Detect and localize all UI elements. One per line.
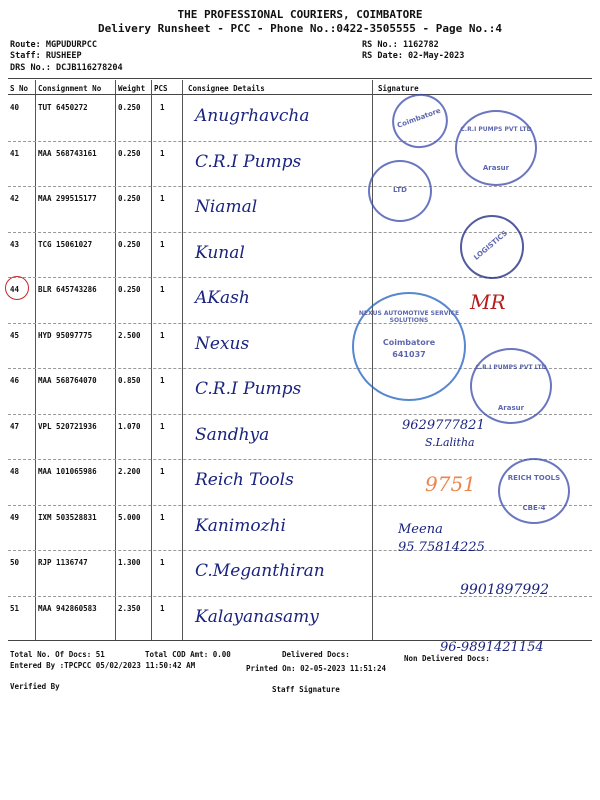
signature-48: 9751 bbox=[425, 472, 476, 496]
row-sno: 50 bbox=[10, 558, 20, 567]
stamp-text: C.R.I PUMPS PVT LTD bbox=[460, 126, 532, 133]
row-consignee-name: C.Meganthiran bbox=[195, 561, 325, 581]
row-consignment-no: HYD 95097775 bbox=[38, 330, 93, 340]
signature-51: 96-9891421154 bbox=[440, 640, 544, 655]
stamp-text: LTD bbox=[393, 186, 407, 194]
row-consignee-name: C.R.I Pumps bbox=[195, 151, 302, 172]
signature-49-phone: 95 75814225 bbox=[398, 540, 485, 555]
header-bottom-rule bbox=[8, 94, 592, 95]
row-consignment-no: MAA 101065986 bbox=[38, 467, 97, 476]
stamp-coimbatore bbox=[384, 86, 455, 156]
stamp-text: Arasur bbox=[497, 404, 525, 412]
stamp-text: NEXUS AUTOMOTIVE SERVICE SOLUTIONS bbox=[358, 310, 460, 324]
row-sno: 44 bbox=[10, 285, 20, 294]
stamp-cri-pumps bbox=[455, 110, 537, 186]
stamp-nexus bbox=[352, 292, 466, 401]
row-44-circle-mark bbox=[5, 276, 29, 300]
rs-number: RS No.: 1162782 bbox=[362, 40, 439, 50]
rs-date: RS Date: 02-May-2023 bbox=[362, 51, 465, 61]
signature-44: MR bbox=[470, 290, 506, 314]
row-weight: 0.250 bbox=[118, 239, 141, 249]
row-pcs: 1 bbox=[160, 148, 165, 158]
row-sno: 41 bbox=[10, 148, 20, 158]
row-consignment-no: MAA 568764070 bbox=[38, 376, 97, 385]
row-consignee-name: Reich Tools bbox=[195, 470, 294, 490]
stamp-text: Coimbatore bbox=[382, 338, 436, 347]
row-pcs: 1 bbox=[160, 512, 165, 522]
delivered-docs: Delivered Docs: bbox=[282, 650, 350, 659]
entered-by: Entered By :TPCPCC 05/02/2023 11:50:42 AM bbox=[10, 661, 196, 670]
row-consignee-name: Kanimozhi bbox=[195, 515, 286, 536]
row-divider bbox=[8, 277, 592, 278]
row-sno: 49 bbox=[10, 512, 20, 522]
row-consignee-name: Anugrhavcha bbox=[195, 106, 310, 126]
row-pcs: 1 bbox=[160, 330, 165, 340]
verified-by: Verified By bbox=[10, 682, 60, 691]
stamp-text: Coimbatore bbox=[396, 106, 442, 130]
row-consignee-name: Niamal bbox=[195, 197, 258, 217]
drs-number: DRS No.: DCJB116278204 bbox=[10, 63, 123, 73]
row-consignment-no: MAA 942860583 bbox=[38, 603, 97, 613]
stamp-limited bbox=[368, 160, 432, 222]
row-sno: 43 bbox=[10, 239, 20, 249]
row-consignee-name: Kunal bbox=[195, 242, 245, 263]
staff: Staff: RUSHEEP bbox=[10, 51, 82, 61]
row-sno: 48 bbox=[10, 467, 20, 476]
row-consignment-no: RJP 1136747 bbox=[38, 558, 88, 567]
row-weight: 2.500 bbox=[118, 330, 141, 340]
col-divider bbox=[151, 80, 152, 640]
row-pcs: 1 bbox=[160, 603, 165, 613]
row-weight: 5.000 bbox=[118, 512, 141, 522]
non-delivered-docs: Non Delivered Docs: bbox=[404, 654, 490, 663]
signature-49-name: Meena bbox=[398, 522, 443, 537]
stamp-text: C.R.I PUMPS PVT LTD bbox=[475, 364, 547, 371]
row-consignment-no: IXM 503528831 bbox=[38, 512, 97, 522]
header-top-rule bbox=[8, 78, 592, 79]
col-divider bbox=[115, 80, 116, 640]
row-weight: 2.350 bbox=[118, 603, 141, 613]
col-consignment: Consignment No bbox=[38, 84, 102, 93]
row-consignment-no: VPL 520721936 bbox=[38, 421, 97, 431]
row-pcs: 1 bbox=[160, 103, 165, 112]
route: Route: MGPUDURPCC bbox=[10, 40, 97, 50]
row-consignee-name: Sandhya bbox=[195, 424, 270, 445]
row-consignment-no: BLR 645743286 bbox=[38, 285, 97, 294]
stamp-logistics bbox=[447, 202, 537, 292]
row-divider bbox=[8, 323, 592, 324]
stamp-cri-pumps-2 bbox=[470, 348, 552, 424]
row-divider bbox=[8, 550, 592, 551]
row-weight: 2.200 bbox=[118, 467, 141, 476]
row-consignment-no: MAA 568743161 bbox=[38, 148, 97, 158]
row-pcs: 1 bbox=[160, 376, 165, 385]
printed-on: Printed On: 02-05-2023 11:51:24 bbox=[246, 664, 386, 673]
table-bottom-rule bbox=[8, 640, 592, 641]
row-pcs: 1 bbox=[160, 194, 165, 203]
col-sno: S No bbox=[10, 84, 29, 93]
staff-signature: Staff Signature bbox=[272, 685, 340, 694]
stamp-text: Arasur bbox=[482, 164, 510, 172]
row-pcs: 1 bbox=[160, 285, 165, 294]
row-consignee-name: Nexus bbox=[195, 333, 250, 354]
row-weight: 1.300 bbox=[118, 558, 141, 567]
col-weight: Weight bbox=[118, 84, 146, 93]
row-consignment-no: MAA 299515177 bbox=[38, 194, 97, 203]
total-cod: Total COD Amt: 0.00 bbox=[145, 650, 231, 659]
row-consignment-no: TUT 6450272 bbox=[38, 103, 88, 112]
signature-50: 9901897992 bbox=[460, 582, 550, 598]
signature-47-name: S.Lalitha bbox=[425, 436, 475, 449]
row-consignee-name: AKash bbox=[195, 288, 250, 308]
signature-47-phone: 9629777821 bbox=[402, 418, 485, 433]
col-divider bbox=[35, 80, 36, 640]
row-sno: 42 bbox=[10, 194, 20, 203]
row-pcs: 1 bbox=[160, 239, 165, 249]
company-title: THE PROFESSIONAL COURIERS, COIMBATORE bbox=[177, 8, 423, 21]
total-docs: Total No. Of Docs: 51 bbox=[10, 650, 105, 659]
runsheet-subtitle: Delivery Runsheet - PCC - Phone No.:0422-3505555 - Page No.:4 bbox=[98, 22, 502, 35]
row-consignment-no: TCG 15061027 bbox=[38, 239, 93, 249]
stamp-text: 641037 bbox=[392, 350, 426, 359]
row-divider bbox=[8, 459, 592, 460]
row-sno: 51 bbox=[10, 603, 20, 613]
row-sno: 46 bbox=[10, 376, 20, 385]
stamp-text: REICH TOOLS bbox=[507, 474, 561, 482]
row-sno: 45 bbox=[10, 330, 20, 340]
col-divider bbox=[182, 80, 183, 640]
stamp-reich-tools bbox=[498, 458, 570, 524]
row-sno: 47 bbox=[10, 421, 20, 431]
row-sno: 40 bbox=[10, 103, 20, 112]
row-weight: 0.850 bbox=[118, 376, 141, 385]
row-weight: 0.250 bbox=[118, 194, 141, 203]
row-pcs: 1 bbox=[160, 467, 165, 476]
col-consignee: Consignee Details bbox=[188, 84, 265, 93]
row-consignee-name: C.R.I Pumps bbox=[195, 379, 302, 399]
stamp-text: LOGISTICS bbox=[472, 229, 510, 262]
stamp-text: CBE-4 bbox=[522, 504, 546, 512]
row-pcs: 1 bbox=[160, 421, 165, 431]
col-pcs: PCS bbox=[154, 84, 168, 93]
row-weight: 0.250 bbox=[118, 103, 141, 112]
row-consignee-name: Kalayanasamy bbox=[195, 606, 319, 627]
row-divider bbox=[8, 186, 592, 187]
col-signature: Signature bbox=[378, 84, 419, 93]
row-weight: 0.250 bbox=[118, 285, 141, 294]
row-pcs: 1 bbox=[160, 558, 165, 567]
row-weight: 1.070 bbox=[118, 421, 141, 431]
row-weight: 0.250 bbox=[118, 148, 141, 158]
